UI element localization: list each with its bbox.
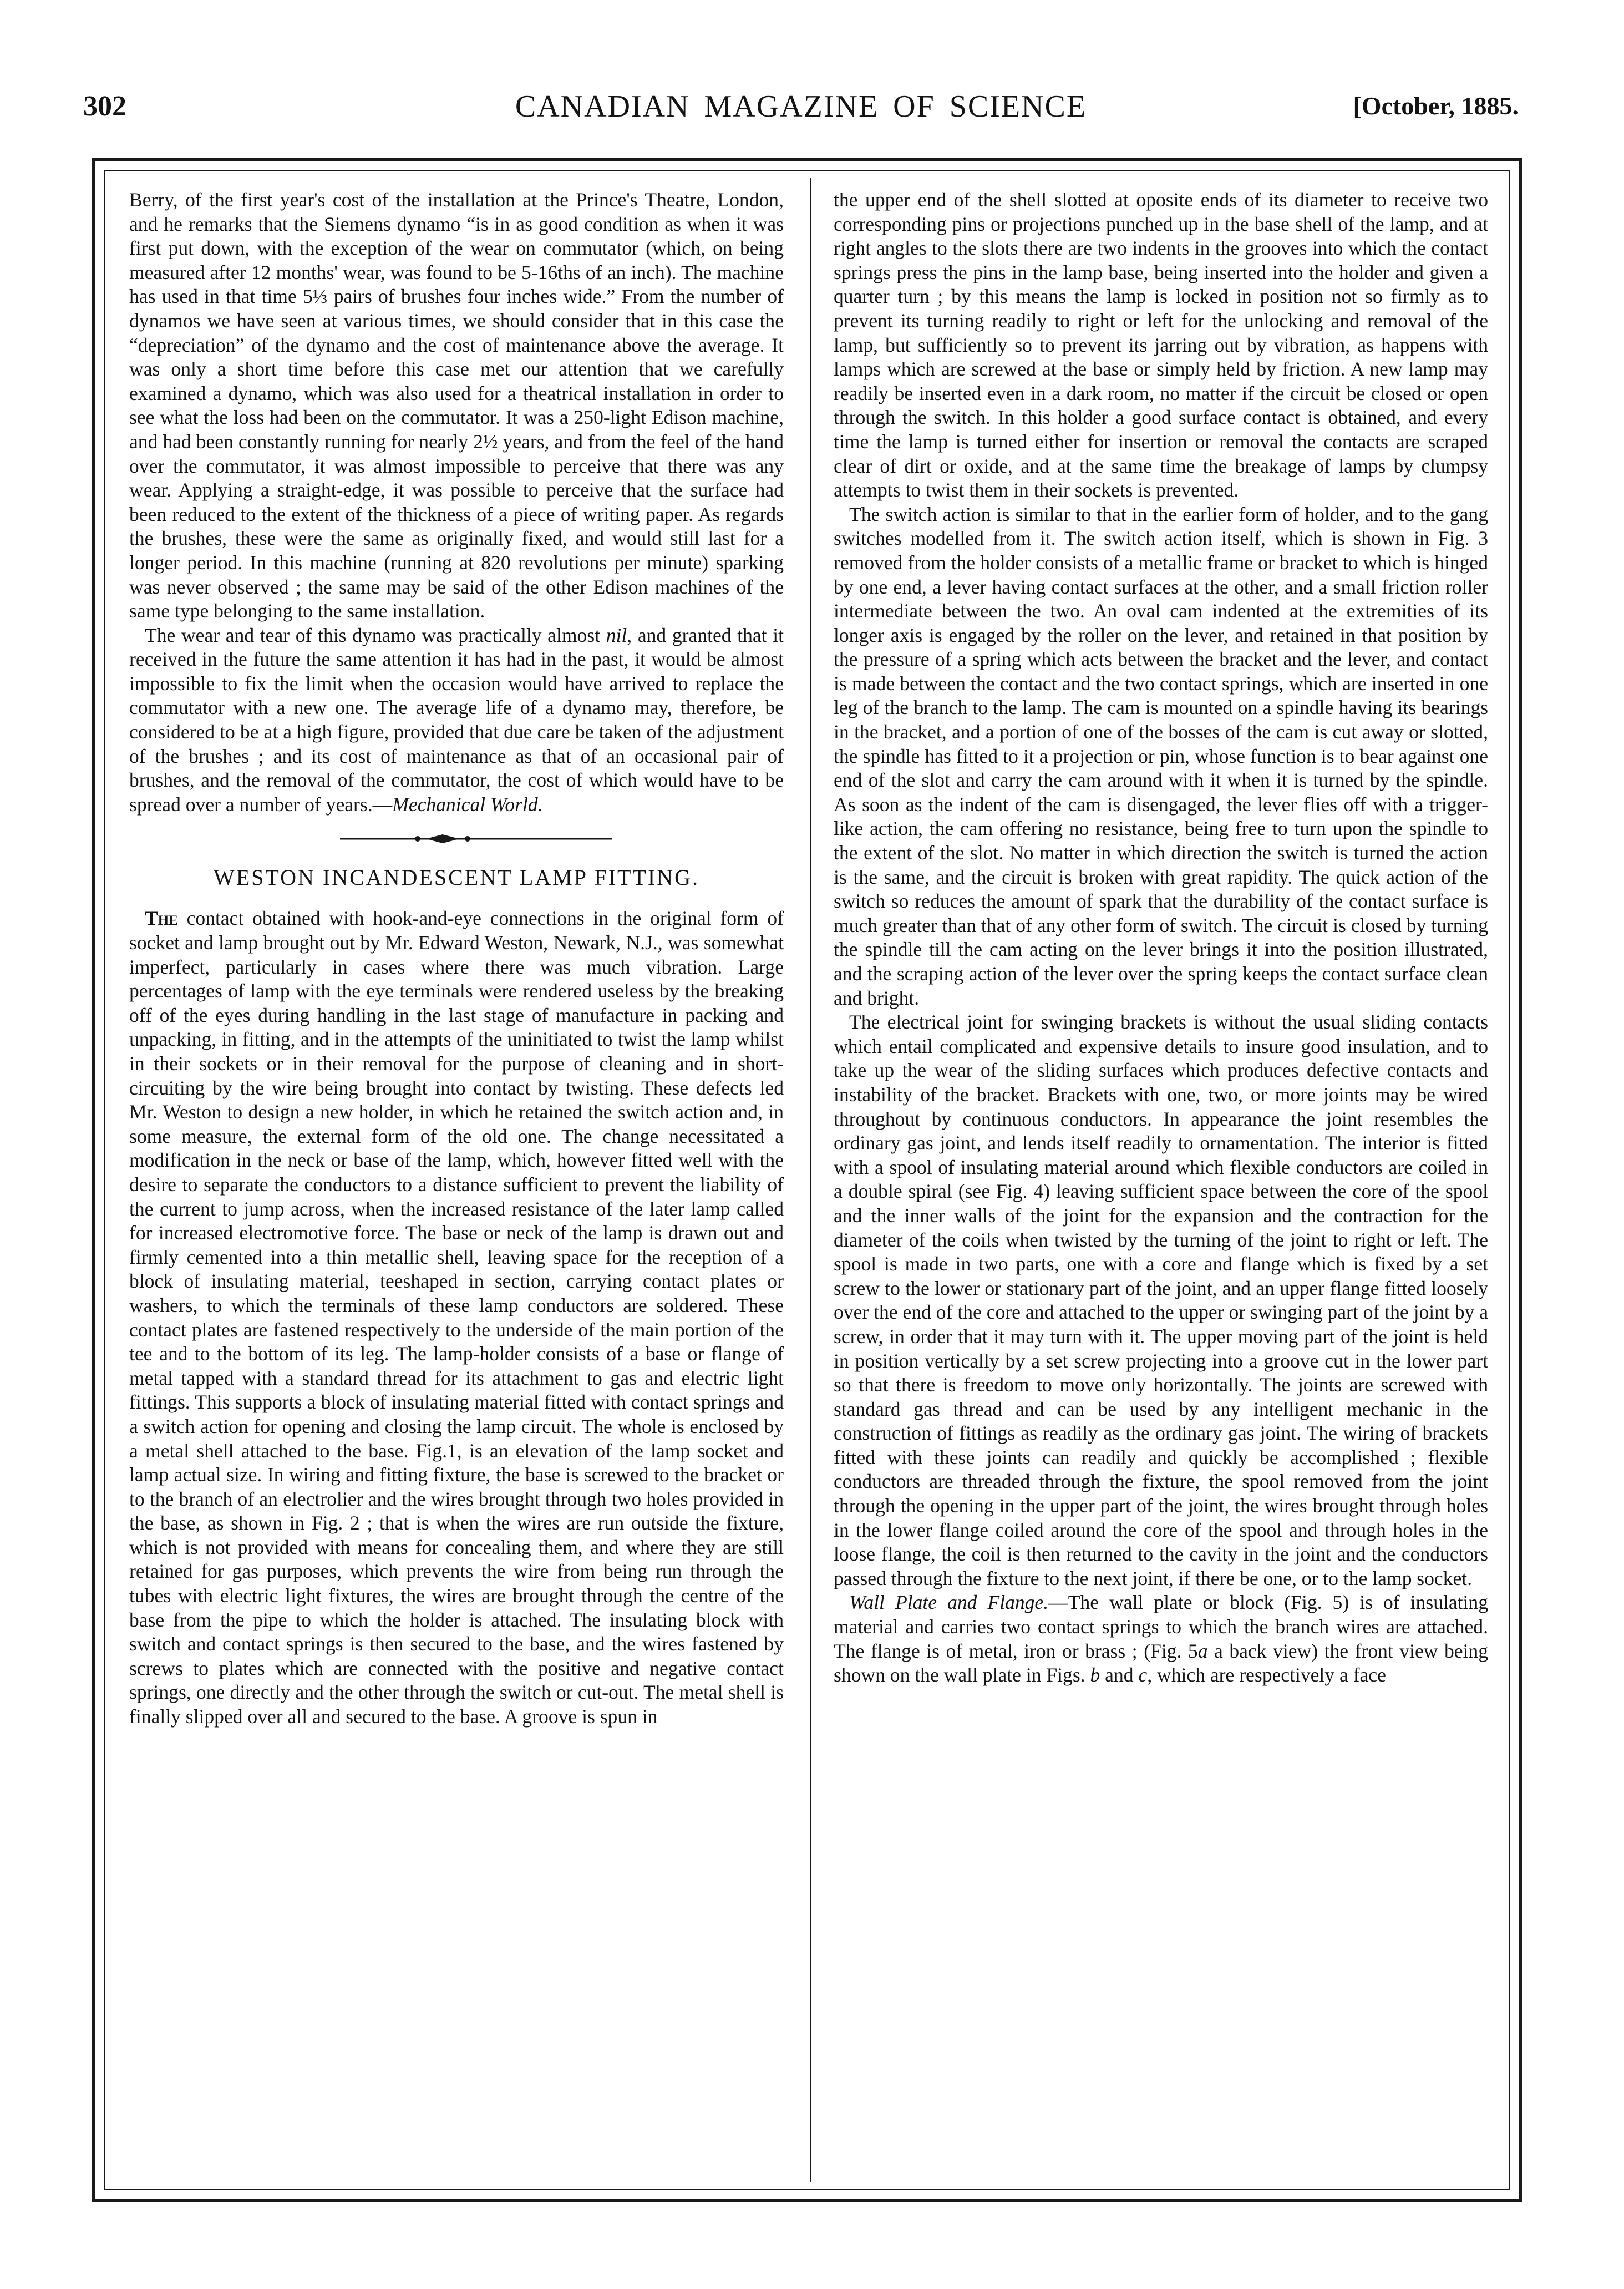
paragraph-shell-groove: the upper end of the shell slotted at oposite ends of its diameter to receive two corresponding pins or projections punched up in the base shell of the lamp, and at right angles to the slots there are two indents in the grooves into which the contact springs press the pins in the lamp base, being inserted into the holder and given a quarter turn ; by this means the lamp is locked in position not so firmly as to prevent its turning readily to right or left for the unlocking and removal of the lamp, but sufficiently so to prevent its jarring out by vibration, as happens with lamps which are screwed at the base or simply held by friction. A new lamp may readily be inserted even in a dark room, no matter if the circuit be closed or open through the switch. In this holder a good surface contact is obtained, and every time the lamp is turned either for insertion or removal the contacts are scraped clear of dirt or oxide, and at the same time the breakage of lamps by clumpsy attempts to twist them in their sockets is prevented. — [834, 189, 1488, 502]
article-title: WESTON INCANDESCENT LAMP FITTING. — [213, 865, 700, 890]
figure-letter: a — [1197, 1639, 1208, 1662]
text-frame — [92, 158, 1522, 2202]
paragraph-wear-and-tear — [129, 624, 784, 817]
paragraph-lamp-holder — [129, 907, 784, 1729]
section-divider-ornament — [257, 828, 656, 850]
issue-date: [October, 1885. — [1353, 92, 1519, 120]
text-run: and — [1100, 1664, 1139, 1687]
paragraph-electrical-joint: The electrical joint for swinging brackets is without the usual sliding contacts which entail complicated and expensive details to insure good insulation, and to take up the wear of the sliding surfaces which produces defective contacts and instability of the bracket. Brackets with one, two, or more joints may be wired throughout by continuous conductors. In appearance the joint resembles the ordinary gas joint, and lends itself readily to ornamentation. The interior is fitted with a spool of insulating material around which flexible conductors are coiled in a double spiral (see Fig. 4) leaving sufficient space between the core of the spool and the inner walls of the joint for the expansion and the contraction for the diameter of the coils when twisted by the turning of the joint to right or left. The spool is made in two parts, one with a core and flange which is fixed by a set screw to the lower or stationary part of the joint, and an upper flange fitted loosely over the end of the core and attached to the upper or swinging part of the joint by a screw, in order that it may turn with it. The upper moving part of the joint is held in position vertically by a set screw projecting into a groove cut in the lower part so that there is freedom to move only horizontally. The joints are screwed with standard gas thread and can be used by any intelligent mechanic in the construction of fittings as readily as the ordinary gas joint. The wiring of brackets fitted with these joints can readily and quickly be accomplished ; flexible conductors are threaded through the fixture, the spool removed from the joint through the opening in the upper part of the joint, the wires brought through holes in the lower flange coiled around the core of the spool and through holes in the loose flange, the coil is then returned to the cavity in the joint and the conductors passed through the fixture to the next joint, if there be one, or to the lamp socket. — [834, 1011, 1488, 1589]
text-run: , which are respectively a face — [1147, 1664, 1386, 1687]
text-run: The wear and tear of this dynamo was practically almost — [145, 624, 606, 646]
figure-letter: c — [1138, 1664, 1148, 1687]
figure-letter: b — [1090, 1664, 1100, 1687]
source-citation: Mechanical World. — [392, 793, 543, 816]
run-in-heading: Wall Plate and Flange. — [849, 1591, 1049, 1614]
paragraph-wall-plate — [834, 1591, 1488, 1687]
text-run: contact obtained with hook-and-eye connections in the original form of socket and lamp brought out by Mr. Edward Weston, Newark, N.J., was somewhat imperfect, particularly in cases where there was much vibration. Large percentages of lamp with the eye terminals were rendered useless by the breaking off of the eyes during handling in the last stage of manufacture in packing and unpacking, in fitting, and in the attempts of the uninitiated to twist the lamp whilst in their sockets or in their removal for the purpose of cleaning and in short-circuiting by the wire being brought into contact by twisting. These defects led Mr. Weston to design a new holder, in which he retained the switch action and, in some measure, the external form of the old one. The change necessitated a modification in the neck or base of the lamp, which, however fitted well with the desire to separate the conductors to a distance sufficient to prevent the liability of the current to jump across, when the increased resistance of the later lamp called for increased electromotive force. The base or neck of the lamp is drawn out and firmly cemented into a thin metallic shell, leaving space for the reception of a block of insulating material, teeshaped in section, carrying contact plates or washers, to which the terminals of these lamp conductors are soldered. These contact plates are fastened respectively to the underside of the main portion of the tee and to the bottom of its leg. The lamp-holder consists of a base or flange of metal tapped with a standard thread for its attachment to gas and electric light fittings. This supports a block of insulating material fitted with contact springs and a switch action for opening and closing the lamp circuit. The whole is enclosed by a metal shell attached to the base. Fig.1, is an elevation of the lamp socket and lamp actual size. In wiring and fitting fixture, the base is screwed to the bracket or to the branch of an electrolier and the wires brought through two holes provided in the base, as shown in Fig. 2 ; that is when the wires are run outside the fixture, which is not provided with means for concealing them, and where they are still retained for gas purposes, which prevents the wire from being run through the tubes with electric light fixtures, the wires are brought through the centre of the base from the pipe to which the holder is attached. The insulating block with switch and contact springs is then secured to the base, and the wires fastened by screws to plates which are connected with the positive and negative contact springs, one directly and the other through the switch or cut-out. The metal shell is finally slipped over all and secured to the base. A groove is spun in — [129, 907, 784, 1728]
opening-word: The — [145, 907, 178, 930]
column-rule — [810, 178, 811, 2182]
text-run: a back view) the front view being shown on the wall plate in Figs. — [834, 1639, 1488, 1687]
paragraph-switch-action: The switch action is similar to that in the earlier form of holder, and to the gang switches modelled from it. The switch action itself, which is shown in Fig. 3 removed from the holder consists of a metallic frame or bracket to which is hinged by one end, a lever having contact surfaces at the other, and a small friction roller intermediate between the two. An oval cam indented at the extremities of its longer axis is engaged by the roller on the lever, and retained in that position by the pressure of a spring which acts between the bracket and the lever, and contact is made between the contact and the two contact springs, which are inserted in one leg of the branch to the lamp. The cam is mounted on a spindle having its bearings in the bracket, and a portion of one of the bosses of the cam is cut away or slotted, the spindle has fitted to it a projection or pin, whose function is to bear against one end of the slot and carry the cam around with it when it is turned by the spindle. As soon as the indent of the cam is disengaged, the lever flies off with a trigger-like action, the cam offering no resistance, being free to turn upon the spindle to the extent of the slot. No matter in which direction the switch is turned the action is the same, and the circuit is broken with great rapidity. The quick action of the switch so reduces the amount of spark that the durability of the contact surface is much greater than that of any other form of switch. The circuit is closed by turning the spindle till the cam acting on the lever brings it into the position illustrated, and the scraping action of the lever over the spring keeps the contact surface clean and bright. — [834, 503, 1488, 1009]
text-run: —The wall plate or block (Fig. 5) is of insulating material and carries two contact springs to which the branch wires are attached. The flange is of metal, iron or brass ; (Fig. 5 — [834, 1591, 1489, 1662]
journal-title: CANADIAN MAGAZINE OF SCIENCE — [515, 89, 1087, 124]
emphasis-nil: nil — [606, 624, 627, 646]
left-column — [129, 188, 784, 1729]
paragraph-dynamo-maintenance: Berry, of the first year's cost of the installation at the Prince's Theatre, London, and he remarks that the Siemens dynamo “is in as good condition as when it was first put down, with the exception of the wear on commutator (which, on being measured after 12 months' wear, was found to be 5-16ths of an inch). The machine has used in that time 5⅓ pairs of brushes four inches wide.” From the number of dynamos we have seen at various times, we should consider that in this case the “depreciation” of the dynamo and the cost of maintenance above the average. It was only a short time before this case met our attention that we carefully examined a dynamo, which was also used for a theatrical installation in order to see what the loss had been on the commutator. It was a 250-light Edison machine, and had been constantly running for nearly 2½ years, and from the feel of the hand over the commutator, it was almost impossible to perceive that there was any wear. Applying a straight-edge, it was possible to perceive that the surface had been reduced to the extent of the thickness of a piece of writing paper. As regards the brushes, these were the same as originally fixed, and would still last for a longer period. In this machine (running at 820 revolutions per minute) sparking was never observed ; the same may be said of the other Edison machines of the same type belonging to the same installation. — [129, 189, 784, 622]
running-head — [83, 83, 1519, 133]
right-column — [834, 188, 1488, 1688]
page-number: 302 — [83, 90, 126, 122]
text-run: , and granted that it received in the future the same attention it has had in the past, it would be almost impossible to fix the limit when the occasion would have arrived to replace the commutator with a new one. The average life of a dynamo may, therefore, be considered to be at a high figure, provided that due care be taken of the adjustment of the brushes ; and its cost of maintenance as that of an occasional pair of brushes, and the removal of the commutator, the cost of which would have to be spread over a number of years.— — [129, 624, 784, 816]
